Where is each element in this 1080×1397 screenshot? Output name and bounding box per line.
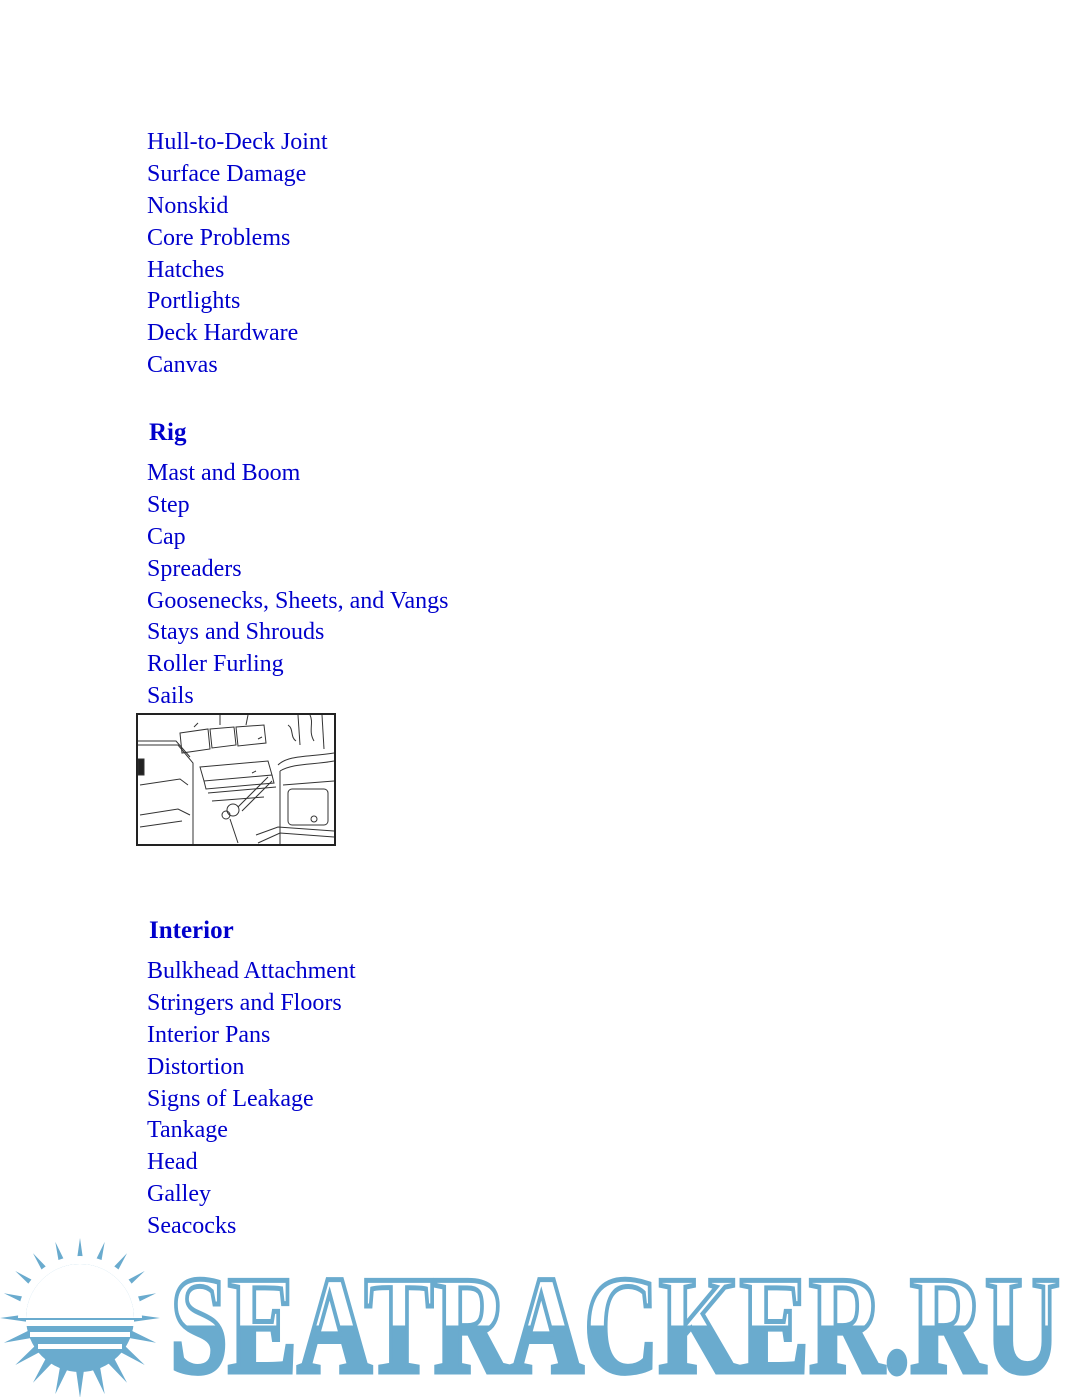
list-item[interactable] [147, 318, 328, 350]
list-item[interactable] [147, 1052, 356, 1084]
link-hatches[interactable]: Hatches [147, 256, 225, 283]
link-step[interactable]: Step [147, 491, 190, 518]
link-goosenecks[interactable]: Goosenecks, Sheets, and Vangs [147, 587, 449, 614]
list-item[interactable] [147, 681, 449, 713]
list-item[interactable] [147, 127, 328, 159]
list-item[interactable] [147, 1179, 356, 1211]
sun-logo-icon [0, 1238, 170, 1397]
link-stringers-and-floors[interactable]: Stringers and Floors [147, 989, 342, 1016]
list-item[interactable] [147, 1115, 356, 1147]
list-item[interactable] [147, 988, 356, 1020]
list-item[interactable] [147, 191, 328, 223]
rig-heading: Rig [149, 419, 187, 446]
interior-links-list [147, 956, 356, 1243]
sun-ray [76, 1368, 85, 1397]
link-cap[interactable]: Cap [147, 523, 186, 550]
interior-heading: Interior [149, 917, 234, 944]
link-interior-pans[interactable]: Interior Pans [147, 1021, 271, 1048]
list-item[interactable] [147, 159, 328, 191]
link-sails[interactable]: Sails [147, 683, 194, 710]
link-bulkhead-attachment[interactable]: Bulkhead Attachment [147, 958, 356, 984]
watermark-label: SEATRACKER.RU [170, 1260, 1060, 1390]
list-item[interactable] [147, 554, 449, 586]
link-distortion[interactable]: Distortion [147, 1053, 245, 1080]
link-seacocks[interactable]: Seacocks [147, 1213, 237, 1240]
list-item[interactable] [147, 617, 449, 649]
link-portlights[interactable]: Portlights [147, 288, 241, 315]
link-signs-of-leakage[interactable]: Signs of Leakage [147, 1085, 314, 1112]
list-item[interactable] [147, 649, 449, 681]
list-item[interactable] [147, 458, 449, 490]
link-deck-hardware[interactable]: Deck Hardware [147, 320, 299, 347]
link-spreaders[interactable]: Spreaders [147, 555, 242, 582]
deck-links-list [147, 127, 328, 382]
link-surface-damage[interactable]: Surface Damage [147, 160, 307, 187]
seatracker-watermark-text [170, 1260, 1070, 1390]
link-tankage[interactable]: Tankage [147, 1117, 228, 1144]
list-item[interactable] [147, 350, 328, 382]
interior-illustration [136, 713, 336, 846]
link-roller-furling[interactable]: Roller Furling [147, 651, 284, 678]
link-canvas[interactable]: Canvas [147, 352, 218, 379]
list-item[interactable] [147, 1084, 356, 1116]
list-item[interactable] [147, 1147, 356, 1179]
link-head[interactable]: Head [147, 1149, 198, 1176]
list-item[interactable] [147, 255, 328, 287]
rig-links-list [147, 458, 449, 713]
link-nonskid[interactable]: Nonskid [147, 192, 229, 219]
list-item[interactable] [147, 956, 356, 988]
list-item[interactable] [147, 223, 328, 255]
link-hull-to-deck-joint[interactable]: Hull-to-Deck Joint [147, 129, 328, 155]
list-item[interactable] [147, 586, 449, 618]
link-galley[interactable]: Galley [147, 1181, 211, 1208]
list-item[interactable] [147, 1020, 356, 1052]
list-item[interactable] [147, 522, 449, 554]
link-stays-and-shrouds[interactable]: Stays and Shrouds [147, 619, 325, 646]
link-mast-and-boom[interactable]: Mast and Boom [147, 460, 301, 486]
link-core-problems[interactable]: Core Problems [147, 224, 291, 251]
list-item[interactable] [147, 1211, 356, 1243]
list-item[interactable] [147, 286, 328, 318]
list-item[interactable] [147, 490, 449, 522]
